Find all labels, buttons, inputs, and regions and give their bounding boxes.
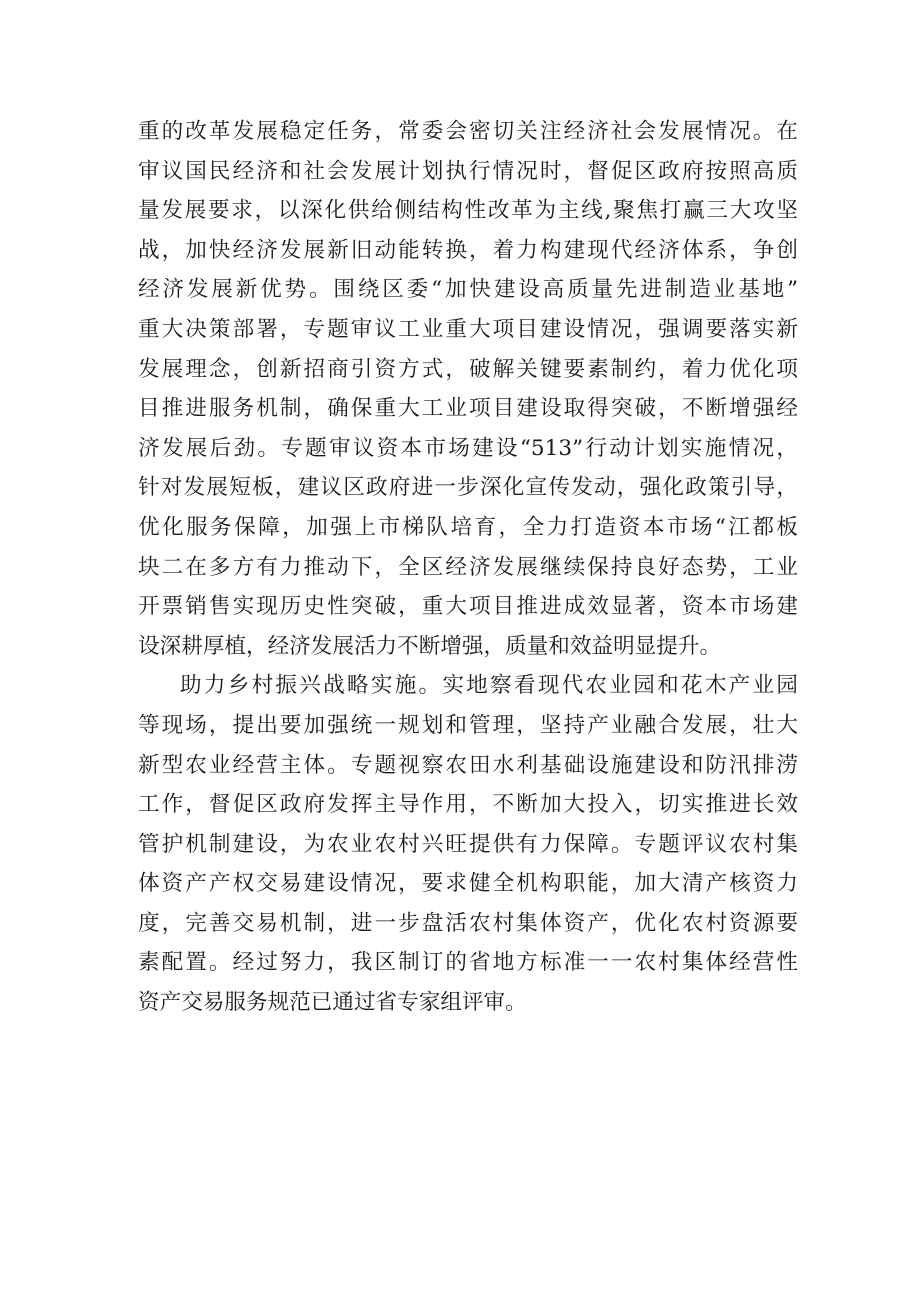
text-line bbox=[138, 310, 798, 350]
text-line bbox=[138, 231, 798, 271]
text-line bbox=[138, 904, 798, 944]
text-line-content: 济发展后劲。专题审议资本市场建设“513”行动计划实施情况， bbox=[138, 435, 798, 461]
text-line bbox=[138, 389, 798, 429]
text-line-content: 管护机制建设，为农业农村兴旺提供有力保障。专题评议农村集 bbox=[138, 831, 798, 857]
text-line-content: 素配置。经过努力，我区制订的省地方标准一一农村集体经营性 bbox=[138, 950, 798, 976]
text-line-content: 度，完善交易机制，进一步盘活农村集体资产，优化农村资源要 bbox=[138, 910, 798, 936]
text-line-content: 发展理念，创新招商引资方式，破解关键要素制约，着力优化项 bbox=[138, 356, 798, 382]
text-line-content: 重大决策部署，专题审议工业重大项目建设情况，强调要落实新 bbox=[138, 316, 798, 342]
text-line bbox=[138, 666, 798, 706]
text-line bbox=[138, 152, 798, 192]
text-line bbox=[138, 191, 798, 231]
text-line bbox=[138, 350, 798, 390]
text-line-content: 针对发展短板，建议区政府进一步深化宣传发动，强化政策引导， bbox=[138, 475, 798, 501]
body-text bbox=[138, 112, 798, 1023]
paragraph bbox=[138, 666, 798, 1022]
text-line bbox=[138, 864, 798, 904]
text-line-content: 开票销售实现历史性突破，重大项目推进成效显著，资本市场建 bbox=[138, 594, 798, 620]
text-line bbox=[138, 429, 798, 469]
text-line bbox=[138, 548, 798, 588]
text-line-content: 优化服务保障，加强上市梯队培育，全力打造资本市场“江都板 bbox=[138, 514, 798, 540]
text-line bbox=[138, 746, 798, 786]
text-line-content: 审议国民经济和社会发展计划执行情况时，督促区政府按照高质 bbox=[138, 158, 798, 184]
text-line-content: 设深耕厚植，经济发展活力不断增强，质量和效益明显提升。 bbox=[138, 633, 722, 659]
text-line-content: 量发展要求，以深化供给侧结构性改革为主线,聚焦打赢三大攻坚 bbox=[138, 198, 798, 224]
text-line bbox=[138, 508, 798, 548]
text-line-content: 经济发展新优势。围绕区委“加快建设高质量先进制造业基地” bbox=[138, 277, 798, 303]
text-line bbox=[138, 825, 798, 865]
text-line-content: 等现场，提出要加强统一规划和管理，坚持产业融合发展，壮大 bbox=[138, 712, 798, 738]
text-line bbox=[138, 587, 798, 627]
text-line-content: 战，加快经济发展新旧动能转换，着力构建现代经济体系，争创 bbox=[138, 237, 798, 263]
text-line-content: 工作，督促区政府发挥主导作用，不断加大投入，切实推进长效 bbox=[138, 792, 798, 818]
text-line bbox=[138, 943, 798, 983]
text-line bbox=[138, 983, 798, 1023]
text-line bbox=[138, 468, 798, 508]
text-line-content: 体资产产权交易建设情况，要求健全机构职能，加大清产核资力 bbox=[138, 871, 798, 897]
text-line bbox=[138, 627, 798, 667]
text-line bbox=[138, 270, 798, 310]
text-line bbox=[138, 785, 798, 825]
text-line-content: 块二在多方有力推动下，全区经济发展继续保持良好态势，工业 bbox=[138, 554, 798, 580]
text-line-content: 资产交易服务规范已通过省专家组评审。 bbox=[138, 990, 527, 1016]
text-line-content: 目推进服务机制，确保重大工业项目建设取得突破，不断增强经 bbox=[138, 396, 798, 422]
paragraph bbox=[138, 112, 798, 666]
text-line-content: 重的改革发展稳定任务，常委会密切关注经济社会发展情况。在 bbox=[138, 119, 798, 144]
text-line bbox=[138, 706, 798, 746]
text-line bbox=[138, 112, 798, 152]
text-line-content: 助力乡村振兴战略实施。实地察看现代农业园和花木产业园 bbox=[180, 673, 798, 699]
text-line-content: 新型农业经营主体。专题视察农田水利基础设施建设和防汛排涝 bbox=[138, 752, 798, 778]
